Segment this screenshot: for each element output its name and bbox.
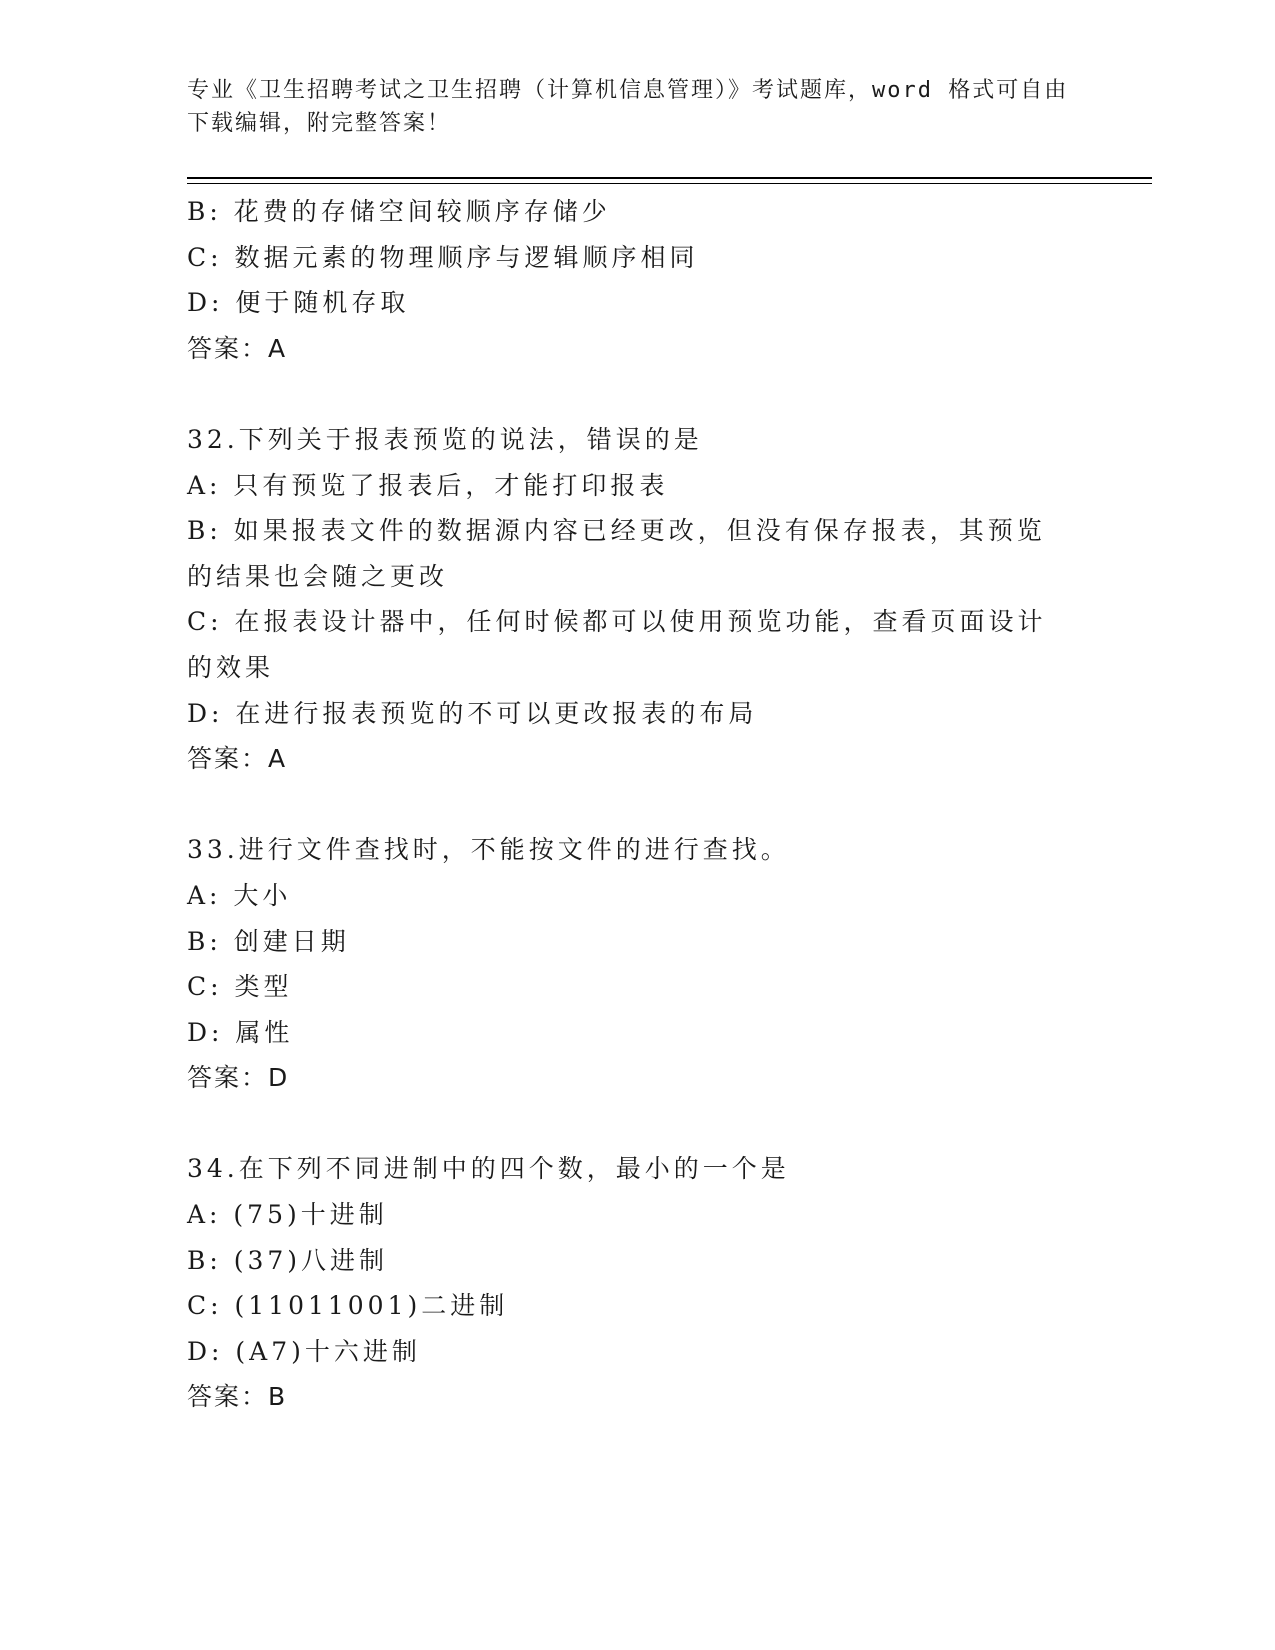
- option-d: D: 便于随机存取: [187, 288, 410, 318]
- question-block-34: [187, 1146, 1087, 1420]
- question-list: [187, 189, 1087, 1420]
- question-stem: 33.进行文件查找时，不能按文件的进行查找。: [187, 835, 790, 865]
- answer-label: 答案：A: [187, 744, 288, 774]
- option-b: B: 创建日期: [187, 926, 350, 956]
- option-a: A: 大小: [187, 880, 292, 910]
- header-divider-thick: [187, 177, 1152, 179]
- option-d: D: (A7)十六进制: [187, 1336, 421, 1366]
- header-divider-thin: [187, 183, 1152, 184]
- option-a: A: 只有预览了报表后，才能打印报表: [187, 470, 669, 500]
- question-stem: 34.在下列不同进制中的四个数，最小的一个是: [187, 1154, 790, 1184]
- question-block-32: [187, 417, 1087, 782]
- option-b: B: (37)八进制: [187, 1245, 389, 1275]
- option-b: B: 花费的存储空间较顺序存储少: [187, 197, 611, 226]
- question-block-33: [187, 827, 1087, 1101]
- option-c: C: 在报表设计器中，任何时候都可以使用预览功能，查看页面设计的效果: [187, 607, 1047, 682]
- answer-label: 答案：A: [187, 333, 288, 363]
- option-d: D: 属性: [187, 1017, 294, 1047]
- spacer: [187, 782, 1087, 828]
- option-d: D: 在进行报表预览的不可以更改报表的布局: [187, 698, 758, 728]
- question-stem: 32.下列关于报表预览的说法，错误的是: [187, 424, 703, 454]
- option-b: B: 如果报表文件的数据源内容已经更改，但没有保存报表，其预览的结果也会随之更改: [187, 516, 1046, 591]
- option-a: A: (75)十进制: [187, 1200, 388, 1230]
- spacer: [187, 371, 1087, 417]
- spacer: [187, 1101, 1087, 1147]
- option-c: C: (11011001)二进制: [187, 1291, 509, 1321]
- option-c: C: 数据元素的物理顺序与逻辑顺序相同: [187, 242, 699, 272]
- question-block-partial: [187, 189, 1087, 371]
- document-intro: 专业《卫生招聘考试之卫生招聘（计算机信息管理）》考试题库，word 格式可自由下载编辑，附完整答案！: [187, 78, 1069, 136]
- answer-label: 答案：D: [187, 1063, 290, 1093]
- answer-label: 答案：B: [187, 1382, 288, 1412]
- option-c: C: 类型: [187, 972, 293, 1002]
